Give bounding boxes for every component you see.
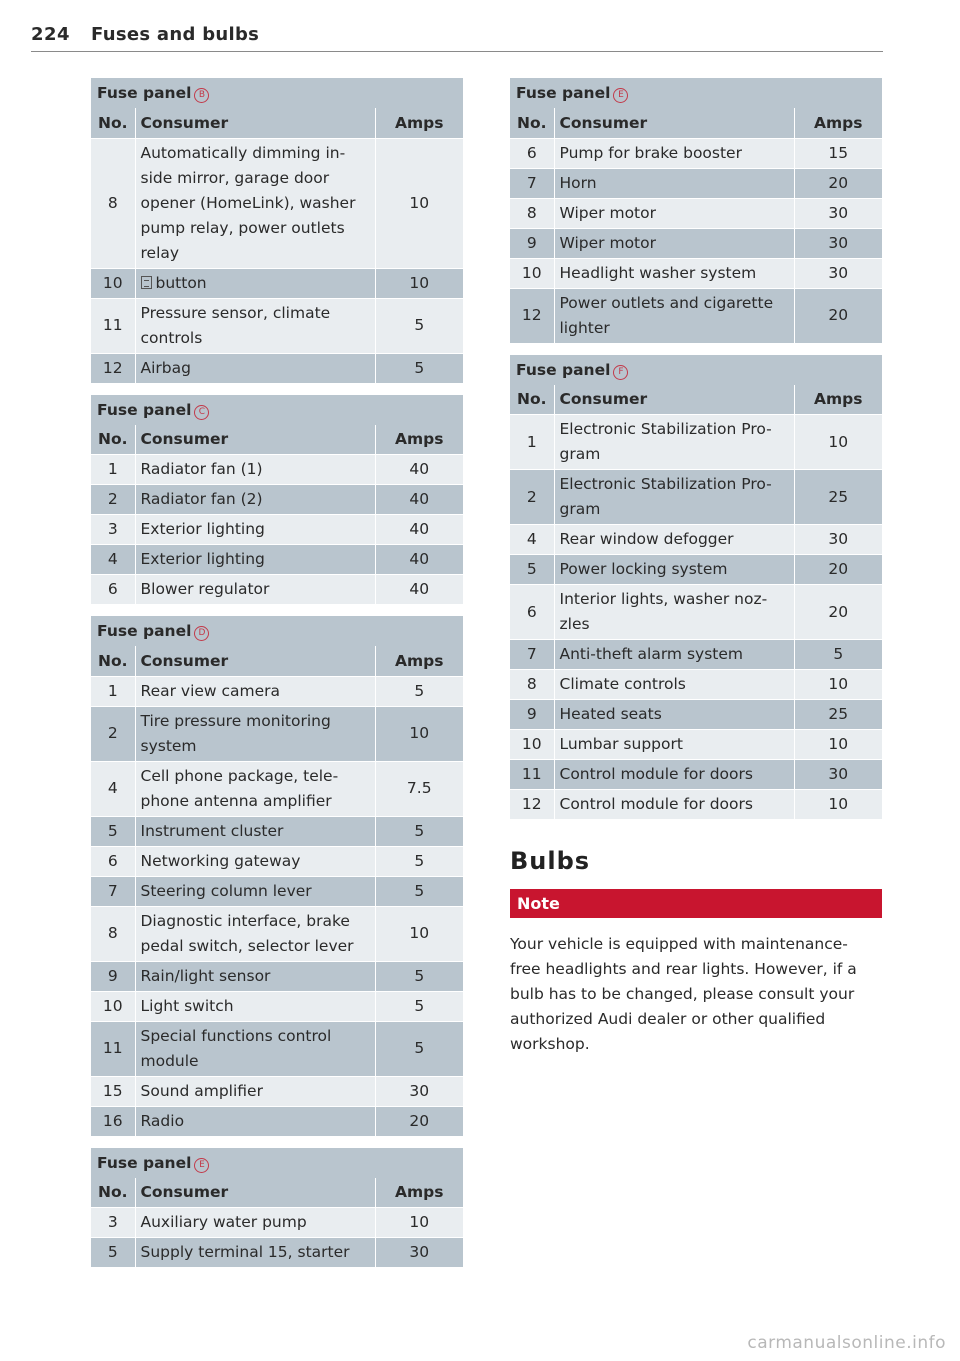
panel-letter-badge: C [194,405,209,420]
amps-cell: 5 [794,640,882,670]
amps-cell: 5 [375,846,463,876]
table-row [510,198,882,228]
table-row [91,1021,463,1076]
fuse-number: 15 [91,1076,135,1106]
button-symbol-icon [141,276,152,289]
consumer-cell [135,298,375,353]
table-row [91,876,463,906]
consumer-line: pedal switch, selector lever [140,936,354,955]
consumer-line: Power outlets and cigarette [559,293,774,312]
consumer-cell [135,676,375,706]
consumer-line: zles [559,615,590,633]
table-row [91,676,463,706]
consumer-line: system [140,736,197,755]
amps-cell: 10 [794,730,882,760]
consumer-cell [554,258,794,288]
consumer-line: pump relay, power outlets [140,218,345,237]
fuse-number: 16 [91,1106,135,1136]
fuse-table [91,108,463,383]
amps-cell: 40 [375,485,463,515]
consumer-cell [135,1208,375,1238]
fuse-number: 8 [510,198,554,228]
note-line: free headlights and rear lights. However, if a [510,960,857,978]
consumer-line: Anti-theft alarm system [559,645,743,663]
column-header-amps: Amps [375,1178,463,1208]
fuse-number: 1 [510,415,554,470]
amps-cell: 10 [794,790,882,820]
fuse-number: 8 [91,138,135,268]
consumer-line: Electronic Stabilization Pro- [559,475,772,493]
panel-letter-badge: E [613,88,628,103]
column-header-no: No. [510,385,554,415]
fuse-panel-d [91,616,463,1136]
consumer-cell [554,700,794,730]
fuse-number: 1 [91,455,135,485]
consumer-line: phone antenna amplifier [140,791,332,810]
fuse-table [91,646,463,1136]
table-row [91,298,463,353]
table-row [91,575,463,605]
amps-cell: 40 [375,575,463,605]
consumer-line: lighter [559,318,610,337]
amps-cell: 5 [375,298,463,353]
amps-cell: 20 [794,288,882,343]
fuse-number: 12 [91,353,135,383]
fuse-panel-title-text: Fuse panel [516,360,611,379]
fuse-panel-title-text: Fuse panel [97,622,192,640]
amps-cell: 10 [794,415,882,470]
consumer-line: Lumbar support [559,735,683,753]
fuse-panel-title-text: Fuse panel [97,400,192,419]
fuse-number: 3 [91,515,135,545]
fuse-panel-e [91,1148,463,1268]
amps-cell: 25 [794,470,882,525]
table-row [91,545,463,575]
column-header-cons: Consumer [554,108,794,138]
amps-cell: 5 [375,961,463,991]
amps-cell: 20 [375,1106,463,1136]
table-header-row [510,108,882,138]
column-header-no: No. [91,108,135,138]
amps-cell: 5 [375,876,463,906]
column-header-amps: Amps [375,646,463,676]
consumer-line: Radiator fan (1) [140,460,263,478]
consumer-cell [135,1238,375,1268]
table-row [91,138,463,268]
consumer-line: Wiper motor [559,233,656,252]
consumer-cell [135,1076,375,1106]
amps-cell: 7.5 [375,761,463,816]
amps-cell: 10 [375,138,463,268]
fuse-number: 7 [510,168,554,198]
amps-cell: 10 [375,906,463,961]
consumer-line: Rear view camera [140,681,281,700]
watermark: carmanualsonline.info [747,1333,946,1353]
consumer-cell [554,168,794,198]
consumer-line: Sound amplifier [140,1081,263,1100]
table-row [510,700,882,730]
consumer-cell [135,353,375,383]
fuse-number: 6 [91,575,135,605]
fuse-panel-title [91,395,463,425]
amps-cell: 20 [794,555,882,585]
fuse-number: 1 [91,676,135,706]
amps-cell: 10 [375,1208,463,1238]
fuse-number: 4 [510,525,554,555]
consumer-line: Exterior lighting [140,550,265,568]
consumer-cell [135,961,375,991]
consumer-cell [135,906,375,961]
consumer-line: relay [140,243,180,262]
fuse-panel-title [91,78,463,108]
consumer-line: Control module for doors [559,765,753,783]
column-header-amps: Amps [794,108,882,138]
consumer-cell [135,575,375,605]
table-row [91,706,463,761]
panel-letter-badge: F [613,365,628,380]
table-header-row [91,425,463,455]
consumer-cell [554,415,794,470]
fuse-number: 11 [91,1021,135,1076]
table-row [91,1076,463,1106]
consumer-line: controls [140,328,203,347]
consumer-cell [135,545,375,575]
fuse-number: 2 [91,485,135,515]
table-row [510,640,882,670]
consumer-line: Interior lights, washer noz- [559,590,768,608]
consumer-cell [135,846,375,876]
note-line: bulb has to be changed, please consult your [510,985,855,1003]
consumer-line: Climate controls [559,675,686,693]
amps-cell: 20 [794,585,882,640]
consumer-cell [554,730,794,760]
fuse-number: 10 [510,730,554,760]
fuse-panel-e [510,78,882,343]
fuse-number: 7 [91,876,135,906]
right-column [510,78,882,1057]
table-header-row [91,1178,463,1208]
table-row [91,485,463,515]
column-header-no: No. [91,425,135,455]
consumer-line: gram [559,445,601,463]
consumer-cell [554,670,794,700]
fuse-number: 3 [91,1208,135,1238]
table-row [91,1238,463,1268]
fuse-number: 6 [510,585,554,640]
consumer-cell [135,876,375,906]
amps-cell: 40 [375,545,463,575]
fuse-number: 6 [510,138,554,168]
consumer-cell [135,1021,375,1076]
table-row [91,816,463,846]
consumer-line: Steering column lever [140,881,312,900]
consumer-line: Automatically dimming in- [140,143,346,162]
table-row [510,288,882,343]
consumer-line: Heated seats [559,705,662,723]
table-row [91,906,463,961]
fuse-panel-title [91,616,463,646]
amps-cell: 40 [375,455,463,485]
fuse-number: 10 [510,258,554,288]
table-header-row [91,646,463,676]
consumer-cell [554,585,794,640]
fuse-number: 8 [510,670,554,700]
column-header-cons: Consumer [135,108,375,138]
table-row [510,730,882,760]
fuse-number: 12 [510,288,554,343]
consumer-cell [554,470,794,525]
column-header-cons: Consumer [135,646,375,676]
consumer-line: Pump for brake booster [559,143,742,162]
consumer-cell [135,761,375,816]
consumer-line: Special functions control [140,1026,332,1045]
amps-cell: 30 [375,1076,463,1106]
consumer-cell [135,515,375,545]
consumer-cell [554,760,794,790]
panel-letter-badge: E [194,1158,209,1173]
column-header-no: No. [91,1178,135,1208]
consumer-line: Airbag [140,358,191,377]
consumer-cell [554,555,794,585]
column-header-cons: Consumer [554,385,794,415]
note-text [510,932,882,1057]
table-row [91,268,463,298]
amps-cell: 5 [375,1021,463,1076]
fuse-number: 7 [510,640,554,670]
column-header-cons: Consumer [135,425,375,455]
note-label: Note [510,889,882,918]
consumer-cell [554,288,794,343]
consumer-line: Horn [559,173,597,192]
table-row [510,790,882,820]
amps-cell: 40 [375,515,463,545]
consumer-line: button [155,273,207,292]
table-row [510,415,882,470]
table-row [91,1208,463,1238]
table-row [510,138,882,168]
fuse-panel-title [510,78,882,108]
table-header-row [510,385,882,415]
fuse-number: 9 [510,228,554,258]
amps-cell: 5 [375,353,463,383]
fuse-number: 9 [510,700,554,730]
consumer-line: Radio [140,1111,185,1130]
consumer-line: Rain/light sensor [140,966,271,985]
consumer-cell [554,228,794,258]
fuse-number: 10 [91,991,135,1021]
fuse-panel-title [510,355,882,385]
fuse-panel-title-text: Fuse panel [97,84,192,102]
amps-cell: 5 [375,816,463,846]
fuse-panel-f [510,355,882,820]
amps-cell: 20 [794,168,882,198]
table-row [91,1106,463,1136]
table-row [510,258,882,288]
consumer-cell [135,1106,375,1136]
table-row [510,168,882,198]
table-row [91,846,463,876]
consumer-line: Light switch [140,996,234,1015]
fuse-number: 9 [91,961,135,991]
consumer-cell [554,198,794,228]
note-line: Your vehicle is equipped with maintenance- [510,935,848,953]
column-header-amps: Amps [375,108,463,138]
amps-cell: 30 [794,228,882,258]
left-column [91,78,463,1279]
fuse-panel-title [91,1148,463,1178]
amps-cell: 30 [794,258,882,288]
consumer-line: Radiator fan (2) [140,490,263,508]
right-fuse-panels [510,78,882,819]
amps-cell: 10 [794,670,882,700]
consumer-line: side mirror, garage door [140,168,330,187]
consumer-cell [135,485,375,515]
column-header-cons: Consumer [135,1178,375,1208]
fuse-number: 11 [510,760,554,790]
fuse-number: 2 [510,470,554,525]
consumer-line: Blower regulator [140,580,270,598]
consumer-line: Auxiliary water pump [140,1213,307,1231]
consumer-line: Pressure sensor, climate [140,303,331,322]
fuse-panel-b [91,78,463,383]
amps-cell: 15 [794,138,882,168]
consumer-line: Power locking system [559,560,728,578]
bulbs-heading: Bulbs [510,847,591,875]
fuse-number: 6 [91,846,135,876]
consumer-line: Tire pressure monitoring [140,711,331,730]
amps-cell: 30 [794,760,882,790]
table-row [91,353,463,383]
fuse-number: 5 [91,1238,135,1268]
table-row [91,991,463,1021]
table-row [510,555,882,585]
consumer-line: Rear window defogger [559,530,734,548]
table-row [510,585,882,640]
page-number: 224 [31,24,71,45]
amps-cell: 5 [375,676,463,706]
fuse-table [510,108,882,343]
consumer-line: Supply terminal 15, starter [140,1243,350,1261]
fuse-number: 4 [91,761,135,816]
fuse-number: 8 [91,906,135,961]
note-line: workshop. [510,1035,590,1053]
consumer-line: Cell phone package, tele- [140,766,339,785]
table-row [510,228,882,258]
consumer-line: Exterior lighting [140,520,265,538]
fuse-table [510,385,882,820]
fuse-number: 5 [510,555,554,585]
consumer-cell [135,991,375,1021]
fuse-number: 12 [510,790,554,820]
page-header [31,24,883,52]
consumer-line: Headlight washer system [559,263,757,282]
amps-cell: 30 [794,525,882,555]
consumer-cell [135,138,375,268]
consumer-cell [554,525,794,555]
consumer-line: Diagnostic interface, brake [140,911,350,930]
section-title: Fuses and bulbs [91,24,260,45]
table-row [91,515,463,545]
fuse-panel-c [91,395,463,605]
consumer-line: Instrument cluster [140,821,284,840]
fuse-number: 2 [91,706,135,761]
panel-letter-badge: D [194,626,209,641]
table-row [510,525,882,555]
consumer-cell [135,816,375,846]
fuse-number: 4 [91,545,135,575]
consumer-line: opener (HomeLink), washer [140,193,356,212]
table-header-row [91,108,463,138]
column-header-no: No. [91,646,135,676]
table-row [91,961,463,991]
consumer-cell [554,138,794,168]
column-header-no: No. [510,108,554,138]
consumer-line: Networking gateway [140,851,301,870]
table-row [510,670,882,700]
table-row [91,761,463,816]
consumer-cell [135,268,375,298]
amps-cell: 30 [794,198,882,228]
amps-cell: 10 [375,706,463,761]
table-row [91,455,463,485]
consumer-line: Control module for doors [559,795,753,813]
consumer-line: Wiper motor [559,203,656,222]
fuse-panel-title-text: Fuse panel [516,84,611,102]
amps-cell: 25 [794,700,882,730]
fuse-table [91,425,463,605]
fuse-number: 10 [91,268,135,298]
consumer-line: Electronic Stabilization Pro- [559,420,772,438]
amps-cell: 5 [375,991,463,1021]
fuse-panel-title-text: Fuse panel [97,1153,192,1172]
consumer-cell [135,455,375,485]
panel-letter-badge: B [194,88,209,103]
table-row [510,760,882,790]
fuse-table [91,1178,463,1268]
consumer-cell [135,706,375,761]
consumer-cell [554,640,794,670]
fuse-number: 11 [91,298,135,353]
amps-cell: 30 [375,1238,463,1268]
table-row [510,470,882,525]
column-header-amps: Amps [794,385,882,415]
consumer-cell [554,790,794,820]
amps-cell: 10 [375,268,463,298]
consumer-line: module [140,1051,199,1070]
column-header-amps: Amps [375,425,463,455]
note-line: authorized Audi dealer or other qualified [510,1010,826,1028]
consumer-line: gram [559,500,601,518]
fuse-number: 5 [91,816,135,846]
